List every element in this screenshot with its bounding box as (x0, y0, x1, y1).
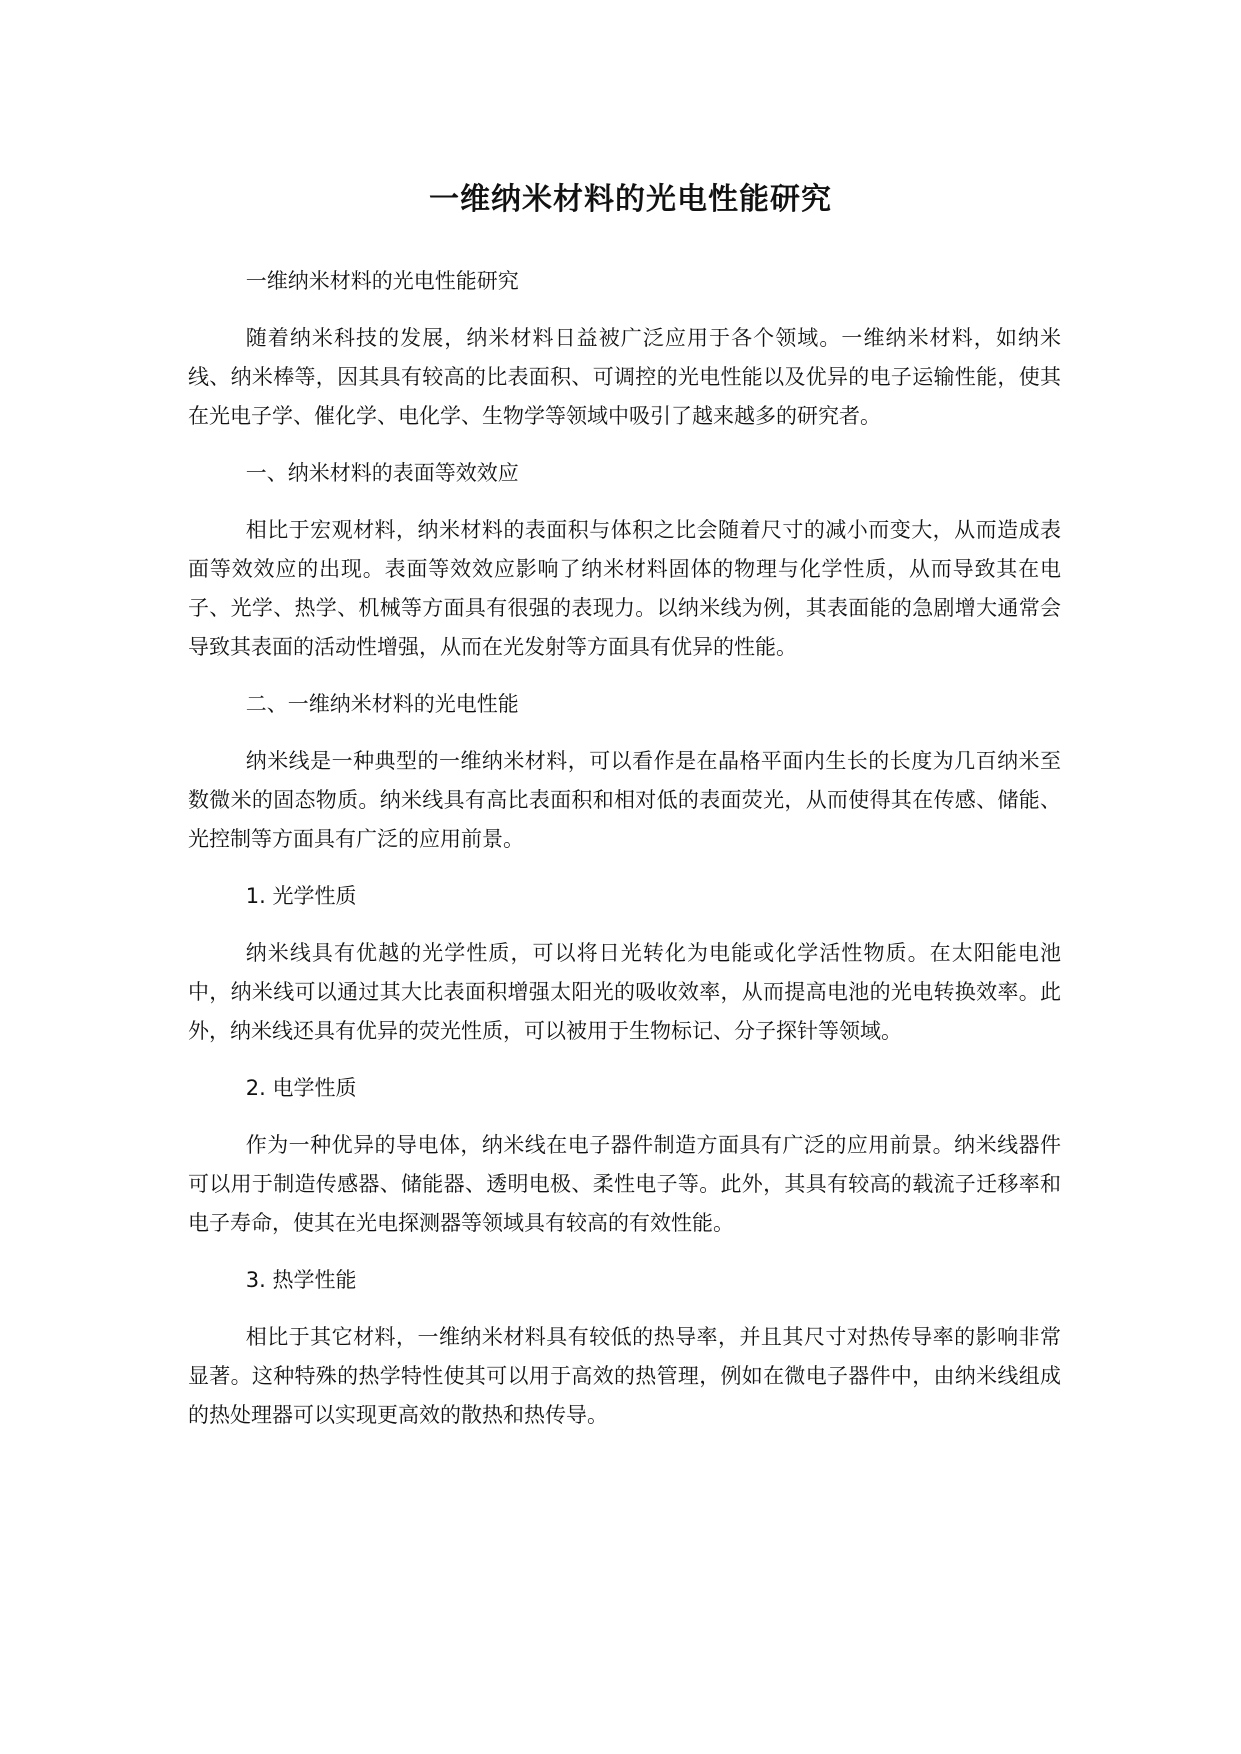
document-title: 一维纳米材料的光电性能研究 (429, 182, 832, 217)
thermal-paragraph: 相比于其它材料，一维纳米材料具有较低的热导率，并且其尺寸对热传导率的影响非常显著。这种特殊的热学特性使其可以用于高效的热管理，例如在微电子器件中，由纳米线组成的热处理器可以实现更高效的散热和热传导。 (188, 1325, 1061, 1427)
subsection-heading-optical: 1. 光学性质 (245, 884, 357, 908)
intro-paragraph: 随着纳米科技的发展，纳米材料日益被广泛应用于各个领域。一维纳米材料，如纳米线、纳米棒等，因其具有较高的比表面积、可调控的光电性能以及优异的电子运输性能，使其在光电子学、催化学、电化学、生物学等领域中吸引了越来越多的研究者。 (188, 326, 1061, 428)
subsection-heading-electrical: 2. 电学性质 (245, 1076, 357, 1100)
document-body (188, 262, 1061, 1435)
photoelectric-paragraph: 纳米线是一种典型的一维纳米材料，可以看作是在晶格平面内生长的长度为几百纳米至数微米的固态物质。纳米线具有高比表面积和相对低的表面荧光，从而使得其在传感、储能、光控制等方面具有广泛的应用前景。 (188, 749, 1061, 851)
subsection-heading-thermal: 3. 热学性能 (245, 1268, 357, 1292)
optical-paragraph: 纳米线具有优越的光学性质，可以将日光转化为电能或化学活性物质。在太阳能电池中，纳米线可以通过其大比表面积增强太阳光的吸收效率，从而提高电池的光电转换效率。此外，纳米线还具有优异的荧光性质，可以被用于生物标记、分子探针等领域。 (188, 941, 1061, 1043)
surface-effect-paragraph: 相比于宏观材料，纳米材料的表面积与体积之比会随着尺寸的减小而变大，从而造成表面等效效应的出现。表面等效效应影响了纳米材料固体的物理与化学性质，从而导致其在电子、光学、热学、机械等方面具有很强的表现力。以纳米线为例，其表面能的急剧增大通常会导致其表面的活动性增强，从而在光发射等方面具有优异的性能。 (188, 518, 1061, 659)
subtitle-heading: 一维纳米材料的光电性能研究 (245, 269, 519, 293)
electrical-paragraph: 作为一种优异的导电体，纳米线在电子器件制造方面具有广泛的应用前景。纳米线器件可以用于制造传感器、储能器、透明电极、柔性电子等。此外，其具有较高的载流子迁移率和电子寿命，使其在光电探测器等领域具有较高的有效性能。 (188, 1133, 1061, 1235)
section-heading-surface-effect: 一、纳米材料的表面等效效应 (245, 461, 519, 485)
section-heading-photoelectric: 二、一维纳米材料的光电性能 (245, 692, 519, 716)
